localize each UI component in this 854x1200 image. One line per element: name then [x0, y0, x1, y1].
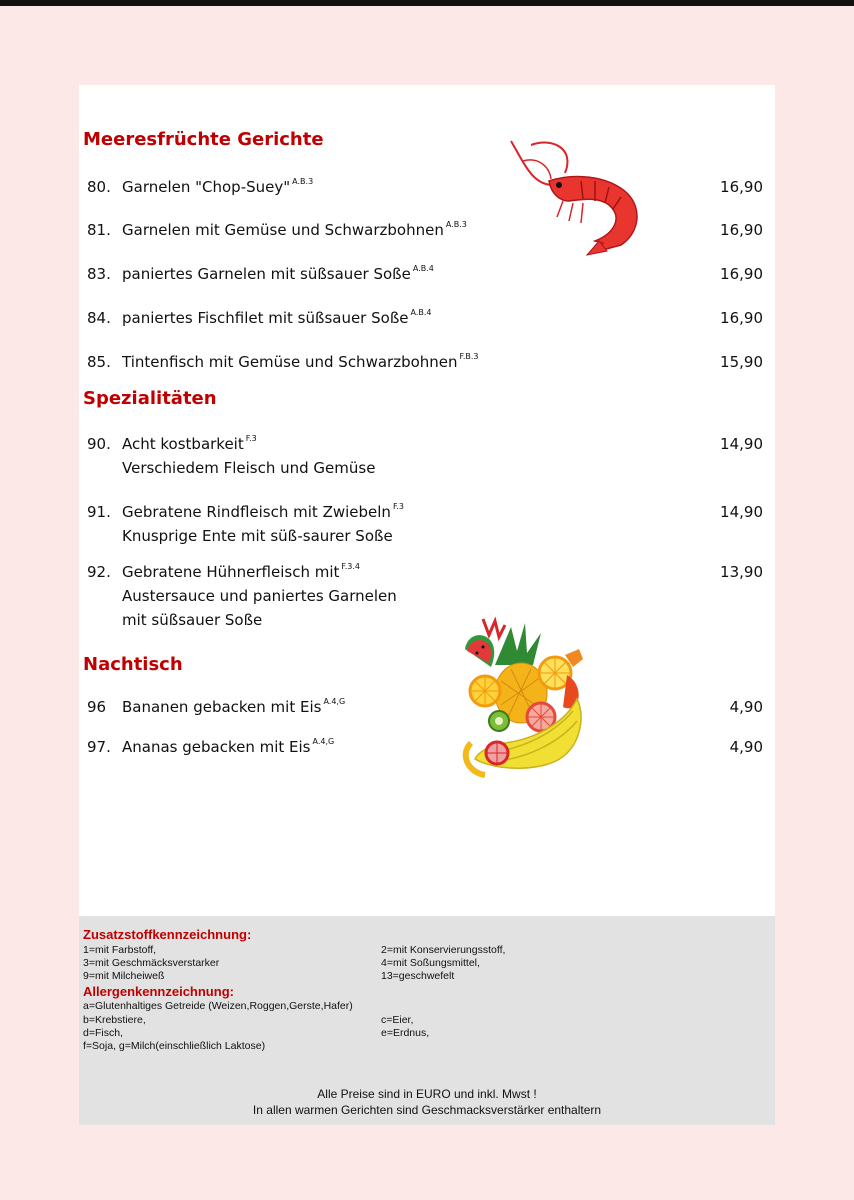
item-name-line — [122, 350, 479, 374]
allergen-code: F.3 — [392, 502, 404, 511]
item-name: Gebratene Hühnerfleisch mit — [122, 563, 340, 581]
item-description: mit süßsauer Soße — [122, 611, 263, 629]
item-name-line — [122, 432, 375, 480]
additive-entry: 1=mit Farbstoff, — [83, 944, 157, 956]
item-name-line — [122, 175, 313, 199]
additive-entry: 2=mit Konservierungsstoff, — [381, 944, 506, 956]
item-name: Garnelen "Chop-Suey" — [122, 178, 291, 196]
allergen-entry: e=Erdnus, — [381, 1027, 430, 1039]
item-number: 92. — [87, 563, 111, 581]
item-price: 4,90 — [729, 698, 763, 716]
additive-entry: 13=geschwefelt — [381, 970, 455, 982]
legend-footer — [79, 916, 775, 1125]
allergen-entry: c=Eier, — [381, 1014, 414, 1026]
item-number: 90. — [87, 435, 111, 453]
item-price: 13,90 — [720, 563, 763, 581]
item-number: 91. — [87, 503, 111, 521]
item-name-line — [122, 695, 345, 719]
flavor-enhancer-note: In allen warmen Gerichten sind Geschmacksverstärker enthaltern — [252, 1103, 602, 1117]
item-description: Austersauce und paniertes Garnelen — [122, 587, 397, 605]
allergen-code: F.3 — [245, 434, 257, 443]
item-price: 15,90 — [720, 353, 763, 371]
allergen-entry: d=Fisch, — [83, 1027, 123, 1039]
shrimp-illustration — [503, 135, 645, 257]
item-name-line — [122, 306, 432, 330]
allergen-code: A.4,G — [312, 737, 335, 746]
additives-title: Zusatzstoffkennzeichnung: — [83, 927, 252, 942]
allergen-code: F.3.4 — [341, 562, 360, 571]
item-price: 16,90 — [720, 309, 763, 327]
fruit-cornucopia-illustration — [455, 615, 589, 785]
item-name: Tintenfisch mit Gemüse und Schwarzbohnen — [122, 353, 458, 371]
menu-page — [79, 85, 775, 1125]
additive-entry: 4=mit Soßungsmittel, — [381, 957, 480, 969]
price-note: Alle Preise sind in EURO und inkl. Mwst ! — [317, 1087, 537, 1101]
item-number: 96 — [87, 698, 107, 716]
allergen-code: A.B.3 — [445, 220, 467, 229]
item-number: 80. — [87, 178, 111, 196]
item-name: paniertes Fischfilet mit süßsauer Soße — [122, 309, 409, 327]
item-description: Verschiedem Fleisch und Gemüse — [122, 459, 376, 477]
item-name: paniertes Garnelen mit süßsauer Soße — [122, 265, 411, 283]
additive-entry: 3=mit Geschmäcksverstarker — [83, 957, 220, 969]
item-price: 16,90 — [720, 265, 763, 283]
item-price: 4,90 — [729, 738, 763, 756]
item-name-line — [122, 560, 397, 632]
allergen-code: A.B.4 — [412, 264, 434, 273]
item-name-line — [122, 500, 404, 548]
item-name: Garnelen mit Gemüse und Schwarzbohnen — [122, 221, 444, 239]
section-title-dessert: Nachtisch — [83, 654, 183, 675]
item-number: 85. — [87, 353, 111, 371]
item-price: 14,90 — [720, 503, 763, 521]
item-name: Bananen gebacken mit Eis — [122, 698, 322, 716]
item-number: 97. — [87, 738, 111, 756]
item-number: 84. — [87, 309, 111, 327]
allergen-code: A.B.4 — [410, 308, 432, 317]
item-name-line — [122, 735, 334, 759]
allergen-entry: f=Soja, g=Milch(einschließlich Laktose) — [83, 1040, 266, 1052]
additive-entry: 9=mit Milcheiweß — [83, 970, 165, 982]
item-name-line — [122, 218, 467, 242]
section-title-seafood: Meeresfrüchte Gerichte — [83, 129, 324, 150]
item-price: 14,90 — [720, 435, 763, 453]
item-name: Acht kostbarkeit — [122, 435, 244, 453]
section-title-specialties: Spezialitäten — [83, 388, 217, 409]
item-name-line — [122, 262, 434, 286]
item-number: 81. — [87, 221, 111, 239]
allergen-entry: a=Glutenhaltiges Getreide (Weizen,Roggen,Gerste,Hafer) — [83, 1000, 353, 1012]
item-number: 83. — [87, 265, 111, 283]
item-name: Ananas gebacken mit Eis — [122, 738, 311, 756]
allergen-code: A.4,G — [323, 697, 346, 706]
item-price: 16,90 — [720, 221, 763, 239]
allergen-code: F.B.3 — [459, 352, 479, 361]
allergen-entry: b=Krebstiere, — [83, 1014, 146, 1026]
item-price: 16,90 — [720, 178, 763, 196]
allergens-title: Allergenkennzeichnung: — [83, 984, 234, 999]
item-name: Gebratene Rindfleisch mit Zwiebeln — [122, 503, 391, 521]
item-description: Knusprige Ente mit süß-saurer Soße — [122, 527, 393, 545]
allergen-code: A.B.3 — [292, 177, 314, 186]
top-bar — [0, 0, 854, 6]
